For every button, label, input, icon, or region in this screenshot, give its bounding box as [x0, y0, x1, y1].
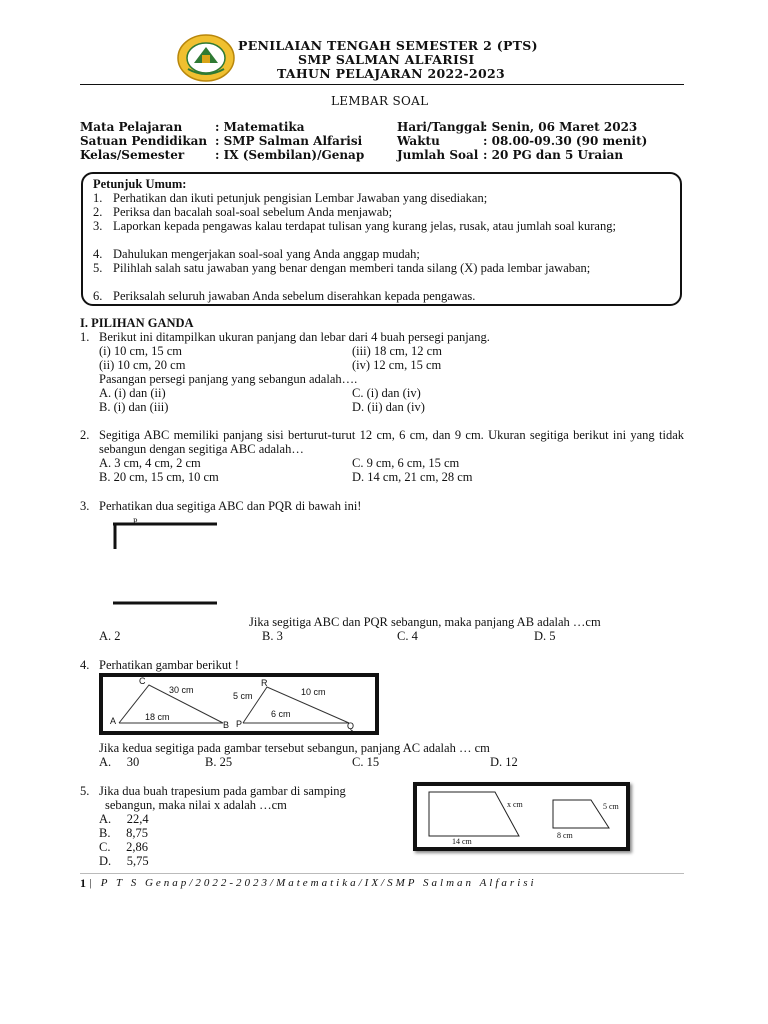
q4-label-p: P — [236, 719, 243, 729]
footer-text: | P T S Genap/2022-2023/Matematika/IX/SMP Salman Alfarisi — [89, 877, 537, 889]
q2-text: Segitiga ABC memiliki panjang sisi berturut-turut 12 cm, 6 cm, dan 9 cm. Ukuran segitiga berikut ini yang tidak sebangun dengan segitiga ABC adalah… — [99, 428, 684, 456]
q4-label-ab: 18 cm — [145, 712, 170, 722]
mapel-value: : Matematika — [215, 120, 305, 134]
instruction-item-2: Periksa dan bacalah soal-soal sebelum Anda menjawab; — [113, 205, 393, 219]
section-title: I. PILIHAN GANDA — [80, 316, 194, 330]
jumlah-label: Jumlah Soal — [397, 148, 479, 162]
q1-item-ii: (ii) 10 cm, 20 cm — [99, 358, 186, 372]
q1-item-iii: (iii) 18 cm, 12 cm — [352, 344, 442, 358]
q1-item-iv: (iv) 12 cm, 15 cm — [352, 358, 442, 372]
header-rule — [80, 84, 684, 85]
kelas-value: : IX (Sembilan)/Genap — [215, 148, 365, 162]
q1-item-i: (i) 10 cm, 15 cm — [99, 344, 182, 358]
q3-figure-frame — [113, 521, 217, 605]
satuan-value: : SMP Salman Alfarisi — [215, 134, 363, 148]
header-line-2: SMP SALMAN ALFARISI — [298, 52, 475, 67]
q3-figure-label-p: P — [133, 517, 138, 526]
q3-text: Perhatikan dua segitiga ABC dan PQR di bawah ini! — [99, 499, 362, 513]
q4-label-c: C — [139, 676, 146, 686]
header-line-1: PENILAIAN TENGAH SEMESTER 2 (PTS) — [238, 38, 538, 53]
q3-option-d: D. 5 — [534, 629, 556, 643]
hari-value: : Senin, 06 Maret 2023 — [483, 120, 638, 134]
q4-label-b: B — [223, 720, 230, 730]
mapel-label: Mata Pelajaran — [80, 120, 183, 134]
q4-label-a: A — [110, 716, 117, 726]
q5-label-5: 5 cm — [603, 802, 619, 811]
header-line-3: TAHUN PELAJARAN 2022-2023 — [277, 66, 505, 81]
instruction-num-1: 1. — [93, 191, 103, 205]
q1-number: 1. — [80, 330, 90, 344]
q4-option-a: A. 30 — [99, 755, 140, 769]
school-logo — [176, 33, 236, 83]
q3-number: 3. — [80, 499, 90, 513]
waktu-value: : 08.00-09.30 (90 menit) — [483, 134, 648, 148]
instruction-num-6: 6. — [93, 289, 103, 303]
q2-option-c: C. 9 cm, 6 cm, 15 cm — [352, 456, 460, 470]
q2-option-a: A. 3 cm, 4 cm, 2 cm — [99, 456, 201, 470]
q4-text: Perhatikan gambar berikut ! — [99, 658, 239, 672]
q2-option-b: B. 20 cm, 15 cm, 10 cm — [99, 470, 219, 484]
q5-text-line1: Jika dua buah trapesium pada gambar di samping — [99, 784, 346, 798]
q3-option-c: C. 4 — [397, 629, 418, 643]
instruction-num-5: 5. — [93, 261, 103, 275]
satuan-label: Satuan Pendidikan — [80, 134, 208, 148]
q5-text-line2: sebangun, maka nilai x adalah …cm — [105, 798, 287, 812]
q3-option-a: A. 2 — [99, 629, 121, 643]
q4-figure — [99, 673, 379, 735]
q4-label-r: R — [261, 678, 268, 688]
q3-option-b: B. 3 — [262, 629, 283, 643]
q4-label-pq: 6 cm — [271, 709, 291, 719]
q5-label-8: 8 cm — [557, 831, 573, 840]
waktu-label: Waktu — [397, 134, 440, 148]
q1-ask: Pasangan persegi panjang yang sebangun adalah…. — [99, 372, 358, 386]
q2-option-d: D. 14 cm, 21 cm, 28 cm — [352, 470, 473, 484]
q1-text: Berikut ini ditampilkan ukuran panjang dan lebar dari 4 buah persegi panjang. — [99, 330, 490, 344]
q1-option-d: D. (ii) dan (iv) — [352, 400, 425, 414]
q4-label-q: Q — [347, 721, 355, 731]
instruction-item-3: Laporkan kepada pengawas kalau terdapat tulisan yang kurang jelas, rusak, atau jumlah soal kurang; — [113, 219, 616, 233]
q2-number: 2. — [80, 428, 90, 442]
q4-option-b: B. 25 — [205, 755, 233, 769]
q5-figure — [413, 782, 630, 851]
q5-label-14: 14 cm — [452, 837, 472, 846]
instruction-num-4: 4. — [93, 247, 103, 261]
q5-label-x: x cm — [507, 800, 523, 809]
footer-page-number: 1 — [80, 876, 86, 890]
footer-rule — [80, 873, 684, 874]
q1-option-a: A. (i) dan (ii) — [99, 386, 166, 400]
hari-label: Hari/Tanggal — [397, 120, 485, 134]
q4-label-ac: 30 cm — [169, 685, 194, 695]
q5-option-c: C. 2,86 — [99, 840, 148, 854]
q1-option-b: B. (i) dan (iii) — [99, 400, 169, 414]
instruction-item-6: Periksalah seluruh jawaban Anda sebelum diserahkan kepada pengawas. — [113, 289, 476, 303]
instruction-item-4: Dahulukan mengerjakan soal-soal yang Anda anggap mudah; — [113, 247, 420, 261]
q3-ask: Jika segitiga ABC dan PQR sebangun, maka panjang AB adalah …cm — [249, 615, 601, 629]
kelas-label: Kelas/Semester — [80, 148, 185, 162]
q4-option-d: D. 12 — [490, 755, 518, 769]
jumlah-value: : 20 PG dan 5 Uraian — [483, 148, 624, 162]
q1-option-c: C. (i) dan (iv) — [352, 386, 421, 400]
q5-option-d: D. 5,75 — [99, 854, 149, 868]
instruction-item-5: Pilihlah salah satu jawaban yang benar dengan memberi tanda silang (X) pada lembar jawaban; — [113, 261, 591, 275]
q4-label-rq: 10 cm — [301, 687, 326, 697]
q4-option-c: C. 15 — [352, 755, 380, 769]
instructions-title: Petunjuk Umum: — [93, 177, 187, 191]
instruction-num-2: 2. — [93, 205, 103, 219]
q4-label-pr: 5 cm — [233, 691, 253, 701]
instruction-item-1: Perhatikan dan ikuti petunjuk pengisian Lembar Jawaban yang disediakan; — [113, 191, 488, 205]
q5-number: 5. — [80, 784, 90, 798]
page-title: LEMBAR SOAL — [331, 94, 429, 108]
q5-option-b: B. 8,75 — [99, 826, 148, 840]
q4-ask: Jika kedua segitiga pada gambar tersebut sebangun, panjang AC adalah … cm — [99, 741, 490, 755]
q4-number: 4. — [80, 658, 90, 672]
q5-option-a: A. 22,4 — [99, 812, 149, 826]
instruction-num-3: 3. — [93, 219, 103, 233]
